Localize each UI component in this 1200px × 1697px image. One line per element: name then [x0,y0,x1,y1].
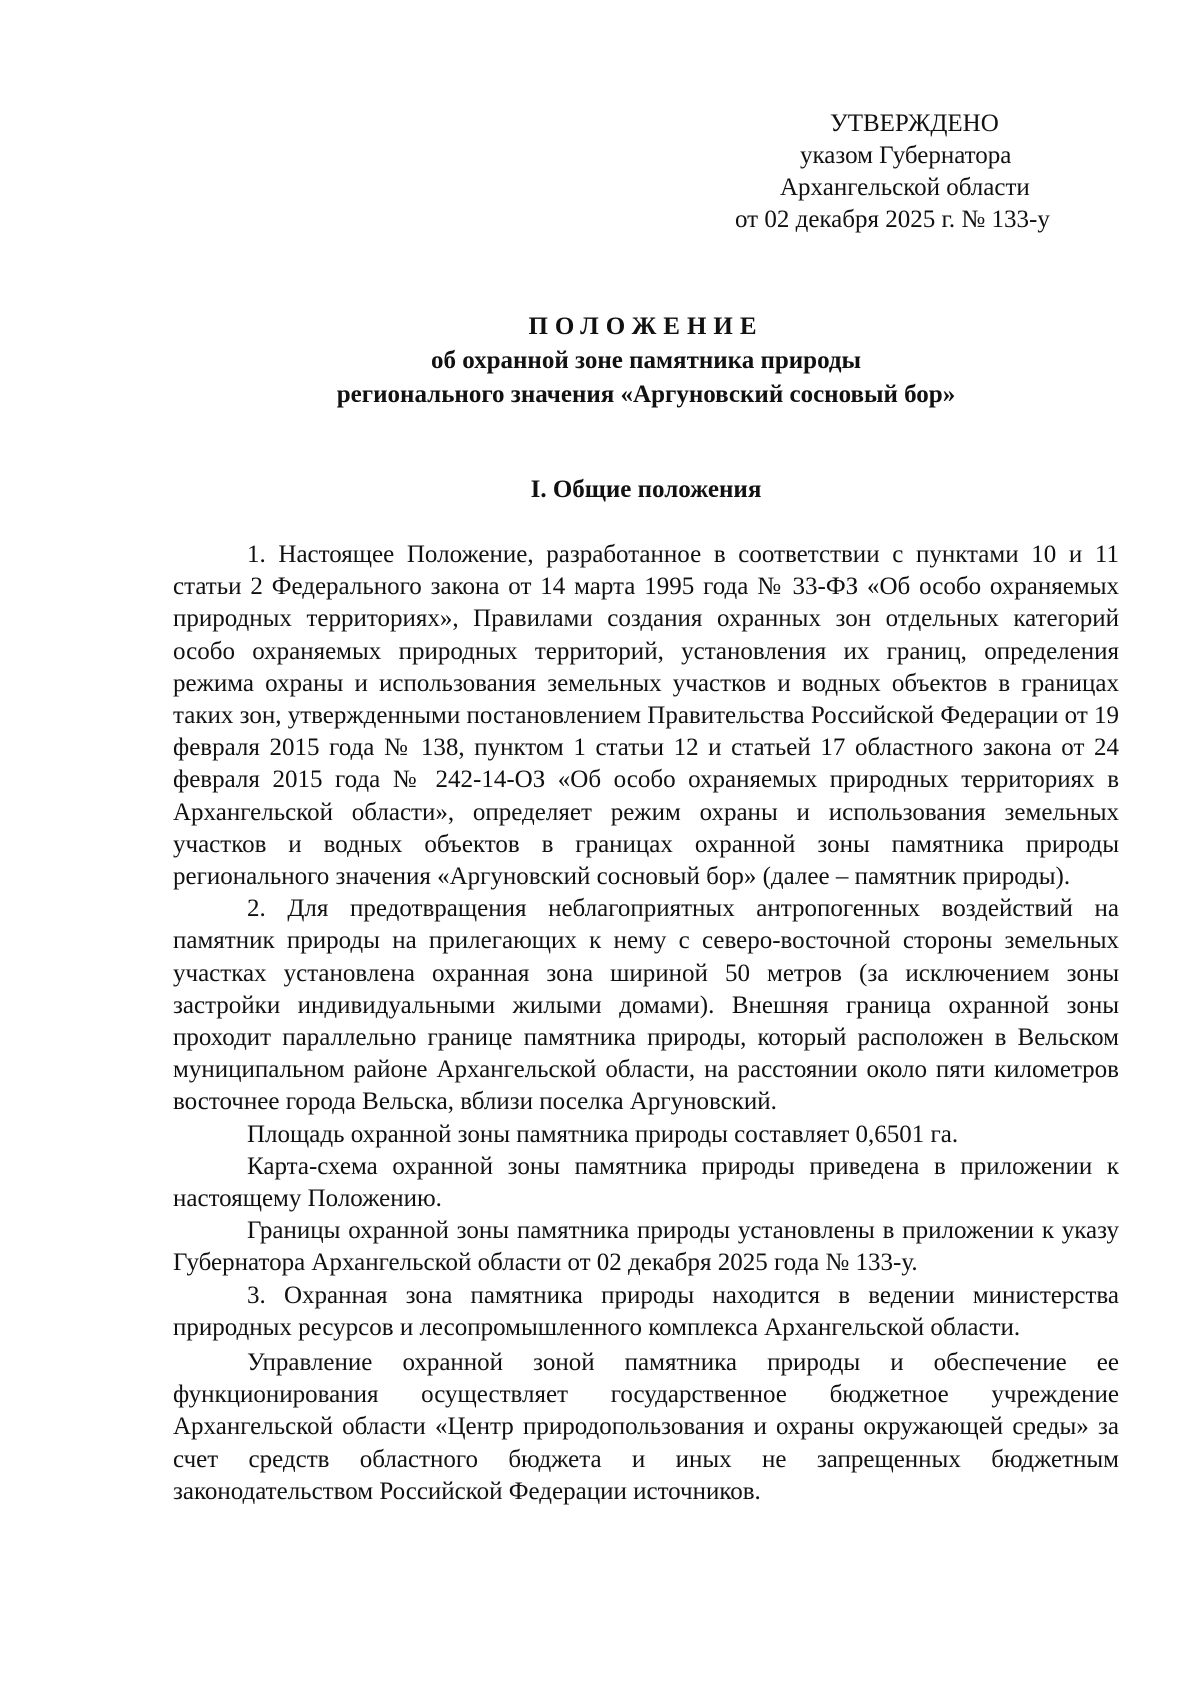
approval-heading: УТВЕРЖДЕНО [830,110,999,137]
paragraph-borders: Границы охранной зоны памятника природы установлены в приложении к указу Губернатора Архангельской области от 02 декабря 2025 года № 133-у. [173,1217,1119,1277]
paragraph-area: Площадь охранной зоны памятника природы составляет 0,6501 га. [247,1120,959,1148]
paragraph-map: Карта-схема охранной зоны памятника природы приведена в приложении к настоящему Положению. [173,1152,1119,1213]
approval-date-number: от 02 декабря 2025 г. № 133-у [735,206,1050,233]
document-title: ПОЛОЖЕНИЕ [528,313,764,340]
paragraph-management: Управление охранной зоной памятника природы и обеспечение ее функционирования осуществляет государственное бюджетное учреждение Архангельской области «Центр природопользования и охраны окружающей среды» за счет средств областного бюджета и иных не запрещенных бюджетным законодательством Российской Федерации источников. [173,1349,1119,1505]
document-subtitle-line-1: об охранной зоне памятника природы [430,347,862,374]
document-body [173,539,1119,1508]
approval-region: Архангельской области [780,174,1030,201]
paragraph-3: 3. Охранная зона памятника природы находится в ведении министерства природных ресурсов и лесопромышленного комплекса Архангельской области. [173,1281,1119,1341]
approval-issuer: указом Губернатора [800,142,1012,169]
document-subtitle-line-2: регионального значения «Аргуновский сосновый бор» [336,381,956,408]
paragraph-2: 2. Для предотвращения неблагоприятных антропогенных воздействий на памятник природы на прилегающих к нему с северо-восточной стороны земельных участках установлена охранная зона шириной 50 метров (за исключением зоны застройки индивидуальными жилыми домами). Внешняя граница охранной зоны проходит параллельно границе памятника природы, который расположен в Вельском муниципальном районе Архангельской области, на расстоянии около пяти километров восточнее города Вельска, вблизи поселка Аргуновский. [173,895,1119,1116]
approval-stamp-block [735,108,1105,236]
paragraph-1: 1. Настоящее Положение, разработанное в соответствии с пунктами 10 и 11 статьи 2 Федерального закона от 14 марта 1995 года № 33-ФЗ «Об особо охраняемых природных территориях», Правилами создания охранных зон отдельных категорий особо охраняемых природных территорий, установления их границ, определения режима охраны и использования земельных участков и водных объектов в границах таких зон, утвержденными постановлением Правительства Российской Федерации от 19 февраля 2015 года № 138, пунктом 1 статьи 12 и статьей 17 областного закона от 24 февраля 2015 года № 242-14-ОЗ «Об особо охраняемых природных территориях в Архангельской области», определяет режим охраны и использования земельных участков и водных объектов в границах охранной зоны памятника природы регионального значения «Аргуновский сосновый бор» (далее – памятник природы). [173,541,1119,891]
document-title-block [173,310,1119,412]
section-heading: I. Общие положения [530,476,762,503]
